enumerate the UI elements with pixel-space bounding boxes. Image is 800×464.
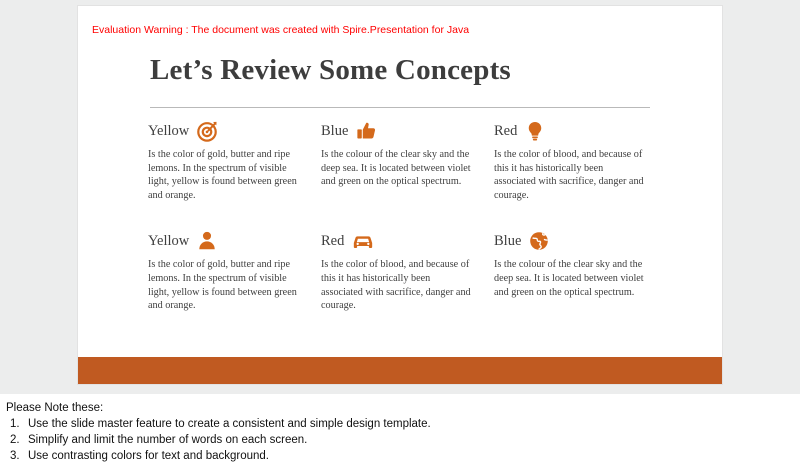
concept-item-3 — [494, 118, 667, 202]
concept-item-5-text: Is the color of blood, and because of this it has historically been associated with sacrifice, danger and courage. — [321, 259, 471, 312]
concept-item-2-header — [321, 118, 494, 144]
lightbulb-icon — [524, 120, 546, 142]
car-icon — [351, 230, 375, 252]
concept-item-5-header — [321, 228, 494, 254]
concept-item-6-label: Blue — [494, 232, 522, 249]
concept-item-2-label: Blue — [321, 122, 349, 139]
slide-footer-bar — [78, 357, 722, 384]
notes-item-text: Use the slide master feature to create a consistent and simple design template. — [28, 418, 431, 430]
slide — [78, 6, 722, 384]
title-divider — [150, 107, 650, 108]
concept-item-4-label: Yellow — [148, 232, 190, 249]
concept-item-2-text: Is the colour of the clear sky and the deep sea. It is located between violet and green on the optical spectrum. — [321, 149, 471, 188]
notes-item-number: 1. — [10, 418, 20, 430]
concept-item-3-label: Red — [494, 122, 518, 139]
concept-item-1-text: Is the color of gold, butter and ripe lemons. In the spectrum of visible light, yellow is found between green and orange. — [148, 149, 297, 201]
target-icon — [196, 120, 218, 142]
evaluation-warning-text: Evaluation Warning : The document was created with Spire.Presentation for Java — [92, 24, 470, 36]
notes-item-number: 2. — [10, 434, 20, 446]
notes-pane — [0, 394, 800, 460]
notes-item-number: 3. — [10, 450, 20, 462]
notes-item-text: Use contrasting colors for text and background. — [28, 450, 269, 462]
thumbs-up-icon — [355, 120, 377, 142]
person-icon — [196, 230, 218, 252]
concept-item-1-header — [148, 118, 321, 144]
concept-item-3-header — [494, 118, 667, 144]
list-item — [6, 416, 800, 432]
concept-item-2 — [321, 118, 494, 202]
concept-item-1-label: Yellow — [148, 122, 190, 139]
concept-item-6 — [494, 228, 667, 312]
concept-row-2 — [148, 228, 668, 312]
slide-title: Let’s Review Some Concepts — [150, 54, 511, 86]
concept-item-6-text: Is the colour of the clear sky and the deep sea. It is located between violet and green on the optical spectrum. — [494, 259, 644, 298]
concept-row-1 — [148, 118, 668, 202]
concept-item-4 — [148, 228, 321, 312]
concept-item-1 — [148, 118, 321, 202]
concept-item-5-label: Red — [321, 232, 345, 249]
concept-item-4-header — [148, 228, 321, 254]
list-item — [6, 432, 800, 448]
notes-item-text: Simplify and limit the number of words on each screen. — [28, 434, 308, 446]
list-item — [6, 448, 800, 464]
notes-list — [6, 416, 800, 464]
concept-item-3-text: Is the color of blood, and because of this it has historically been associated with sacrifice, danger and courage. — [494, 149, 644, 201]
notes-heading: Please Note these: — [6, 402, 104, 414]
concept-item-4-text: Is the color of gold, butter and ripe lemons. In the spectrum of visible light, yellow is found between green and orange. — [148, 259, 297, 312]
concept-grid — [148, 118, 668, 313]
concept-item-6-header — [494, 228, 667, 254]
globe-icon — [528, 230, 550, 252]
concept-item-5 — [321, 228, 494, 312]
